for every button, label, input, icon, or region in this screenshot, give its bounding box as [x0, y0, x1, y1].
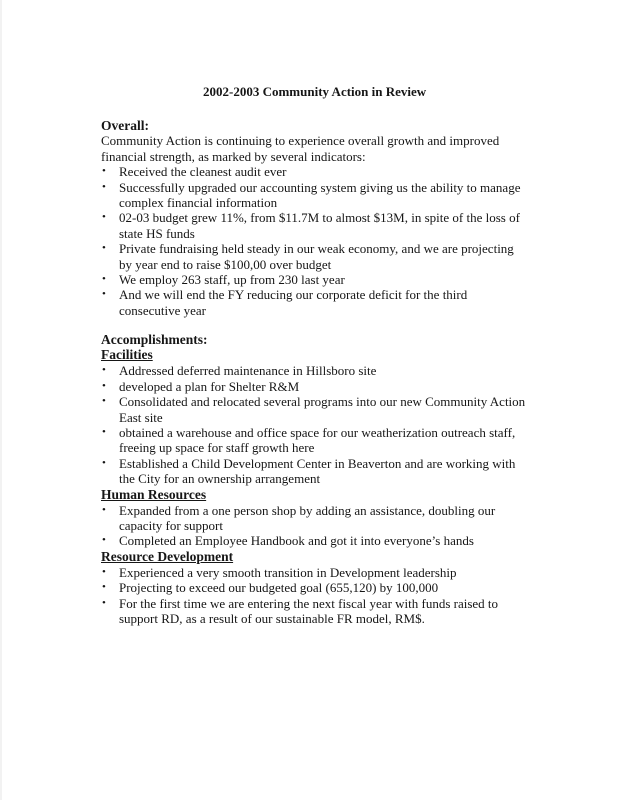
- facilities-list: [101, 363, 526, 486]
- list-item: • Successfully upgraded our accounting system giving us the ability to manage complex financial information: [101, 180, 526, 211]
- resource-development-list: [101, 565, 526, 627]
- overall-section: [101, 118, 526, 318]
- list-item: • Completed an Employee Handbook and got it into everyone’s hands: [101, 533, 526, 548]
- list-item: • Private fundraising held steady in our weak economy, and we are projecting by year end to raise $100,00 over budget: [101, 241, 526, 272]
- list-item: • Projecting to exceed our budgeted goal (655,120) by 100,000: [101, 580, 526, 595]
- list-item: • Received the cleanest audit ever: [101, 164, 526, 179]
- list-item: • Established a Child Development Center in Beaverton and are working with the City for an ownership arrangement: [101, 456, 526, 487]
- human-resources-list: [101, 503, 526, 549]
- resource-development-heading: Resource Development: [101, 548, 234, 564]
- list-item: • Expanded from a one person shop by adding an assistance, doubling our capacity for support: [101, 503, 526, 534]
- overall-heading: Overall:: [101, 118, 149, 133]
- accomplishments-section: [101, 332, 526, 627]
- overall-list: [101, 164, 526, 318]
- list-item: • Experienced a very smooth transition in Development leadership: [101, 565, 526, 580]
- human-resources-heading: Human Resources: [101, 486, 207, 502]
- list-item: • For the first time we are entering the next fiscal year with funds raised to support RD, as a result of our sustainable FR model, RM$.: [101, 596, 526, 627]
- page-title: 2002-2003 Community Action in Review: [203, 84, 427, 99]
- list-item: • We employ 263 staff, up from 230 last year: [101, 272, 526, 287]
- list-item: • 02-03 budget grew 11%, from $11.7M to almost $13M, in spite of the loss of state HS funds: [101, 210, 526, 241]
- scan-edge: [0, 0, 2, 800]
- accomplishments-heading: Accomplishments:: [101, 332, 208, 347]
- list-item: • developed a plan for Shelter R&M: [101, 379, 526, 394]
- facilities-heading: Facilities: [101, 347, 153, 363]
- list-item: • Consolidated and relocated several programs into our new Community Action East site: [101, 394, 526, 425]
- list-item: • obtained a warehouse and office space for our weatherization outreach staff, freeing up space for staff growth here: [101, 425, 526, 456]
- list-item: • Addressed deferred maintenance in Hillsboro site: [101, 363, 526, 378]
- list-item: • And we will end the FY reducing our corporate deficit for the third consecutive year: [101, 287, 526, 318]
- overall-intro: Community Action is continuing to experience overall growth and improved financial strength, as marked by several indicators:: [101, 133, 500, 164]
